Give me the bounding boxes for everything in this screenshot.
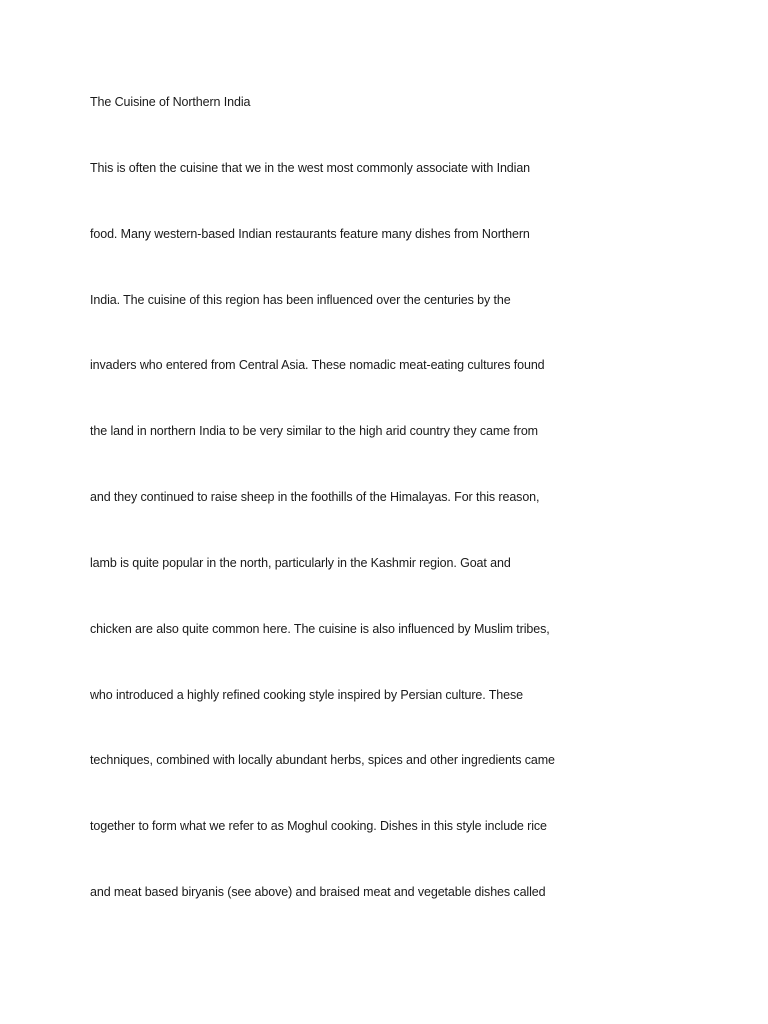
paragraph-line: who introduced a highly refined cooking style inspired by Persian culture. These	[90, 688, 523, 702]
paragraph-line: chicken are also quite common here. The cuisine is also influenced by Muslim tribes,	[90, 622, 550, 636]
paragraph-line: lamb is quite popular in the north, particularly in the Kashmir region. Goat and	[90, 556, 511, 570]
paragraph-line: This is often the cuisine that we in the west most commonly associate with Indian	[90, 161, 531, 175]
paragraph-line: the land in northern India to be very similar to the high arid country they came from	[90, 424, 538, 438]
paragraph-line: and meat based biryanis (see above) and braised meat and vegetable dishes called	[90, 885, 546, 899]
paragraph-line: together to form what we refer to as Moghul cooking. Dishes in this style include rice	[90, 819, 547, 833]
paragraph-line: invaders who entered from Central Asia. These nomadic meat-eating cultures found	[90, 358, 545, 372]
paragraph-line: and they continued to raise sheep in the foothills of the Himalayas. For this reason,	[90, 490, 540, 504]
document-title: The Cuisine of Northern India	[90, 95, 251, 109]
paragraph-line: food. Many western-based Indian restaurants feature many dishes from Northern	[90, 227, 530, 241]
paragraph-line: techniques, combined with locally abundant herbs, spices and other ingredients came	[90, 753, 555, 767]
paragraph-line: India. The cuisine of this region has been influenced over the centuries by the	[90, 293, 511, 307]
